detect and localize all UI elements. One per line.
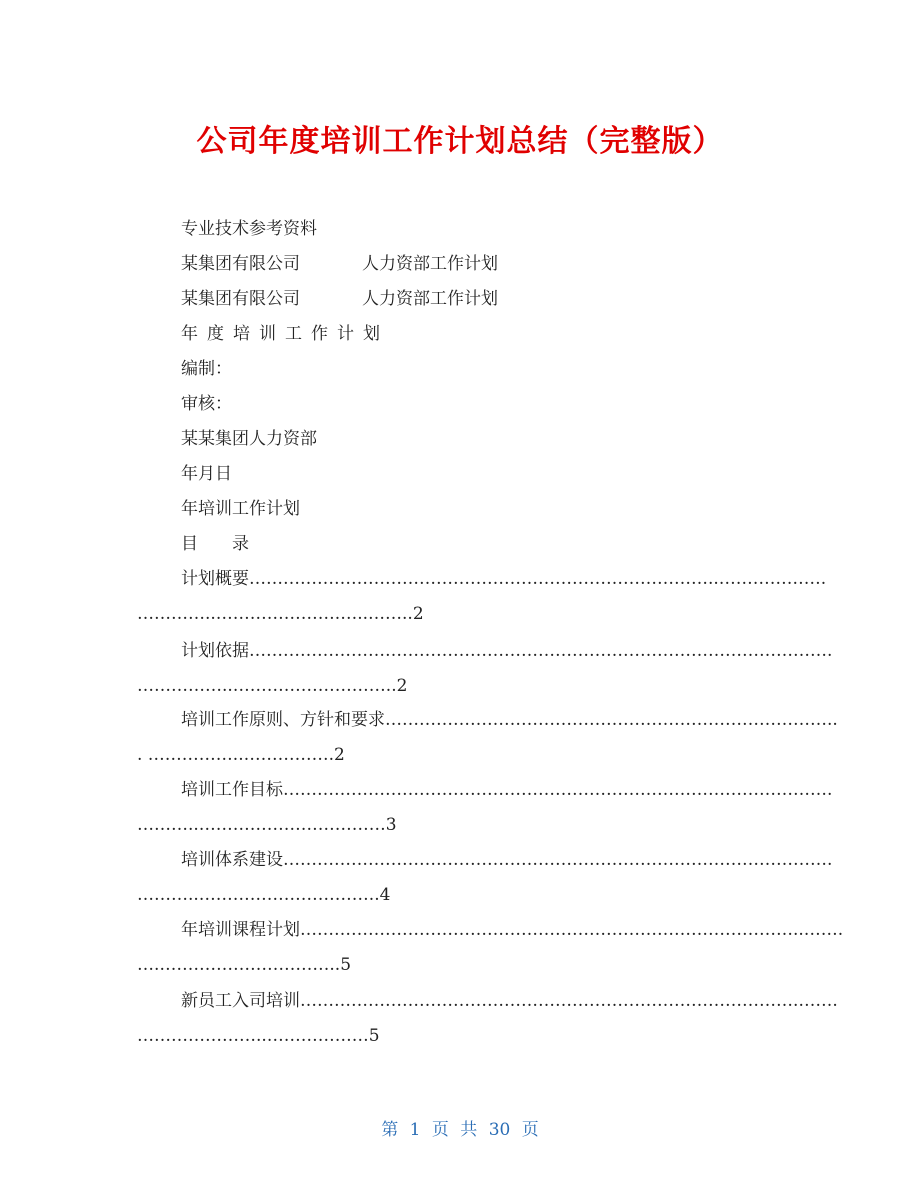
toc-entry-continuation[interactable]: ………..……………………………3 <box>137 815 397 835</box>
company-line <box>181 289 498 309</box>
department-plan: 人力资部工作计划 <box>362 254 498 274</box>
department-plan: 人力资部工作计划 <box>362 289 498 309</box>
company-name: 某集团有限公司 <box>181 289 300 309</box>
toc-entry[interactable]: 培训工作原则、方针和要求…………………………………………………………………….. <box>181 710 838 730</box>
toc-heading: 目 录 <box>181 534 249 554</box>
company-name: 某集团有限公司 <box>181 254 300 274</box>
toc-entry[interactable]: 培训工作目标……………………………………………………………………………………. <box>181 780 833 800</box>
document-title: 公司年度培训工作计划总结（完整版） <box>196 124 724 159</box>
prepared-by-label: 编制： <box>181 359 232 379</box>
department-name: 某某集团人力资部 <box>181 429 317 449</box>
toc-entry[interactable]: 计划概要………………………………………………………………………..………………. <box>181 569 827 589</box>
toc-entry[interactable]: 年培训课程计划……………………………………………………………………………..……. <box>181 920 844 940</box>
toc-entry-continuation[interactable]: ……………..………………………..2 <box>137 676 408 696</box>
page-footer: 第 1 页 共 30 页 <box>381 1120 539 1140</box>
annual-plan-heading: 年度培训工作计划 <box>181 324 389 344</box>
toc-entry-continuation[interactable]: …………..………………….…..……..2 <box>137 604 424 624</box>
reviewed-by-label: 审核： <box>181 394 232 414</box>
toc-entry-continuation[interactable]: …………………..………………5 <box>137 1026 380 1046</box>
toc-entry[interactable]: 新员工入司培训…………………………………………………………………………….……. <box>181 991 838 1011</box>
date-line: 年月日 <box>181 464 232 484</box>
toc-entry-continuation[interactable]: ………..…………………………..4 <box>137 885 391 905</box>
toc-entry[interactable]: 培训体系建设……………………………………………………………………………………. <box>181 850 833 870</box>
toc-entry-continuation[interactable]: ….…………………………..5 <box>137 955 352 975</box>
toc-entry[interactable]: 计划依据…………………………………………………………………………………………. <box>181 641 833 661</box>
plan-subtitle: 年培训工作计划 <box>181 499 300 519</box>
toc-entry-continuation[interactable]: . ……………..…………….2 <box>137 745 345 765</box>
company-line <box>181 254 498 274</box>
subtitle-reference: 专业技术参考资料 <box>181 219 317 239</box>
